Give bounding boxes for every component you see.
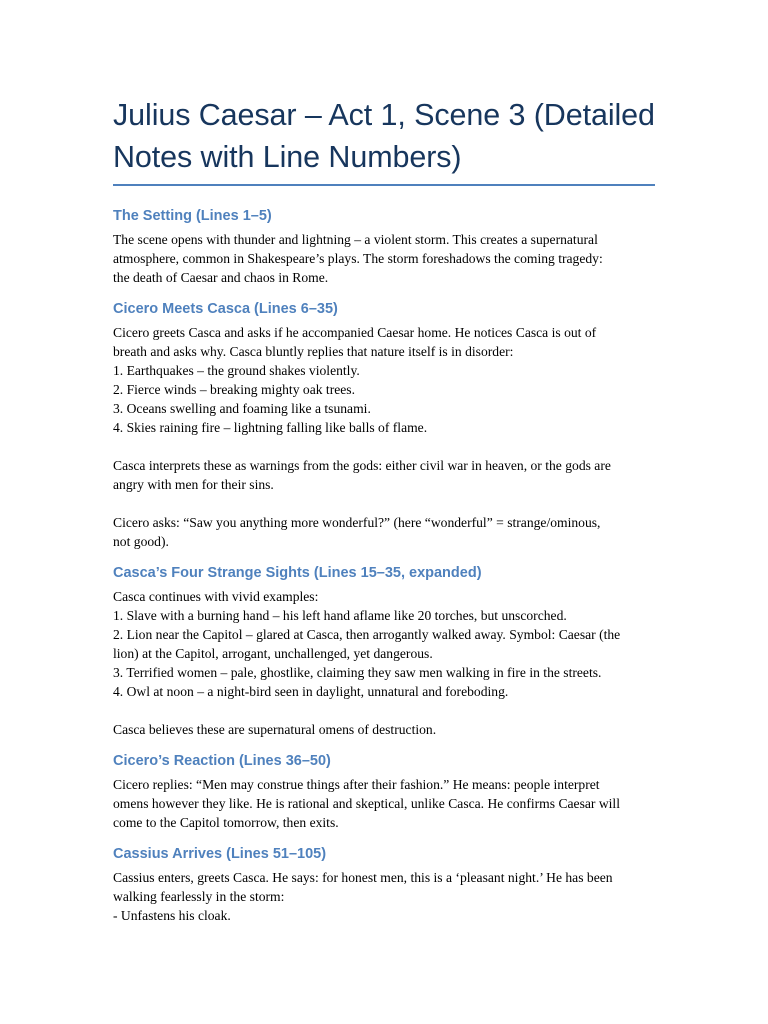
section-paragraph: Casca believes these are supernatural omens of destruction. [113, 722, 437, 737]
section-four-strange-sights [113, 563, 658, 739]
section-heading: Casca’s Four Strange Sights (Lines 15–35, expanded) [113, 565, 482, 581]
paragraph-gap [113, 701, 658, 720]
section-paragraph: Cicero replies: “Men may construe things after their fashion.” He means: people interpret omens however they like. He is rational and skeptical, unlike Casca. He confirms Caesar will come to the Capitol tomorrow, then exits. [113, 777, 620, 830]
section-cicero-meets-casca [113, 299, 658, 551]
section-heading: Cicero Meets Casca (Lines 6–35) [113, 301, 338, 317]
section-cassius-arrives [113, 844, 658, 925]
title-divider [113, 184, 655, 186]
section-paragraph: Cassius enters, greets Casca. He says: for honest men, this is a ‘pleasant night.’ He has been walking fearlessly in the storm: - Unfastens his cloak. [113, 870, 613, 923]
section-heading: Cassius Arrives (Lines 51–105) [113, 846, 327, 862]
document-title: Julius Caesar – Act 1, Scene 3 (Detailed Notes with Line Numbers) [113, 98, 655, 174]
section-heading: The Setting (Lines 1–5) [113, 208, 272, 224]
section-setting [113, 206, 658, 287]
section-paragraph: Casca continues with vivid examples: 1. Slave with a burning hand – his left hand aflame like 20 torches, but unscorched. 2. Lion near the Capitol – glared at Casca, then arrogantly walked away. Symbol: Caesar (the lion) at the Capitol, arrogant, unchallenged, yet dangerous. 3. Terrified women – pale, ghostlike, claiming they saw men walking in fire in the streets. 4. Owl at noon – a night-bird seen in daylight, unnatural and foreboding. [113, 589, 621, 699]
section-heading: Cicero’s Reaction (Lines 36–50) [113, 753, 331, 769]
paragraph-gap [113, 437, 658, 456]
document-page [113, 94, 658, 937]
section-ciceros-reaction [113, 751, 658, 832]
section-paragraph: Cicero asks: “Saw you anything more wonderful?” (here “wonderful” = strange/ominous, not good). [113, 515, 601, 549]
section-paragraph: Casca interprets these as warnings from the gods: either civil war in heaven, or the gods are angry with men for their sins. [113, 458, 611, 492]
section-paragraph: The scene opens with thunder and lightning – a violent storm. This creates a supernatural atmosphere, common in Shakespeare’s plays. The storm foreshadows the coming tragedy: the death of Caesar and chaos in Rome. [113, 232, 603, 285]
section-paragraph: Cicero greets Casca and asks if he accompanied Caesar home. He notices Casca is out of breath and asks why. Casca bluntly replies that nature itself is in disorder: 1. Earthquakes – the ground shakes violently. 2. Fierce winds – breaking mighty oak trees. 3. Oceans swelling and foaming like a tsunami. 4. Skies raining fire – lightning falling like balls of flame. [113, 325, 597, 435]
paragraph-gap [113, 494, 658, 513]
